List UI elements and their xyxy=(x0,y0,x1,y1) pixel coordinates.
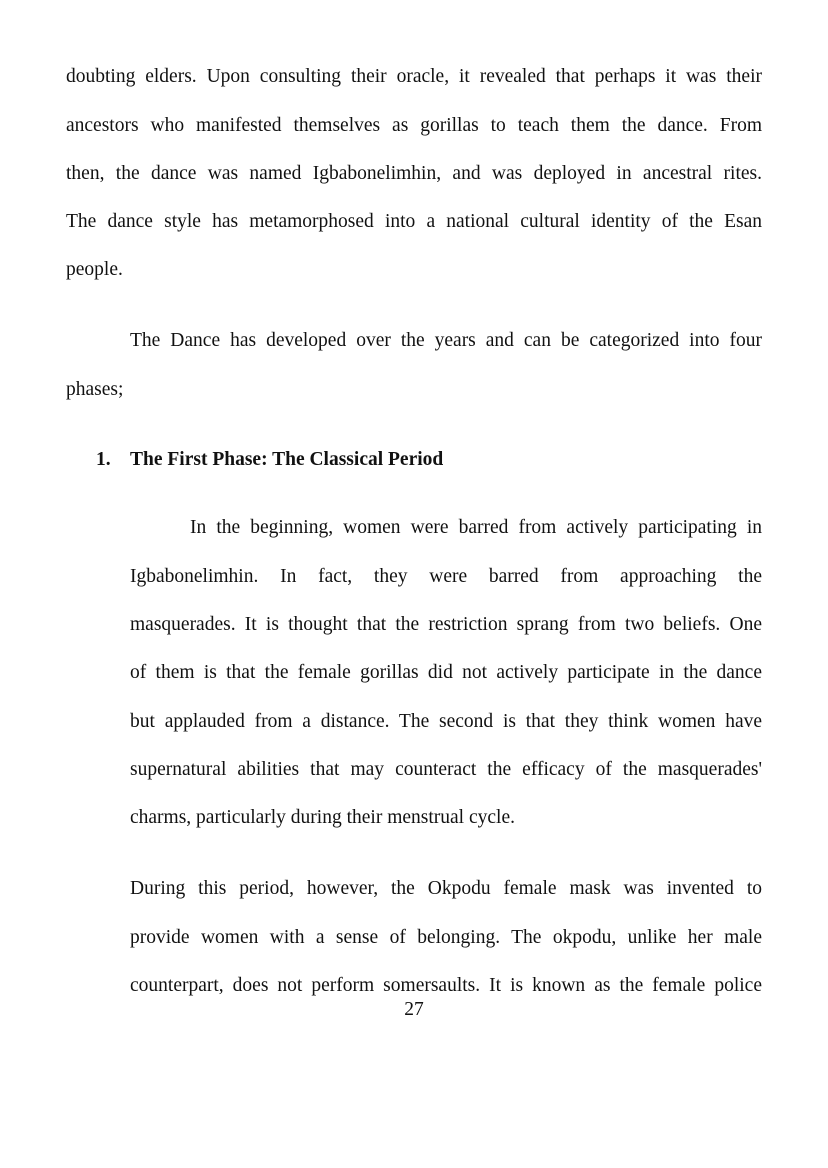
section-number: 1. xyxy=(96,449,111,470)
page-number: 27 xyxy=(404,999,424,1020)
text-line: The dance style has metamorphosed into a national cultural identity of the Esan xyxy=(66,211,762,232)
section-heading xyxy=(96,448,443,472)
text-line: provide women with a sense of belonging. The okpodu, unlike her male xyxy=(130,927,762,948)
text-line: supernatural abilities that may counteract the efficacy of the masquerades' xyxy=(130,759,762,780)
text-line: masquerades. It is thought that the restriction sprang from two beliefs. One xyxy=(130,614,762,635)
text-line: ancestors who manifested themselves as gorillas to teach them the dance. From xyxy=(66,115,762,136)
text-line: doubting elders. Upon consulting their oracle, it revealed that perhaps it was their xyxy=(66,66,762,87)
section-title: The First Phase: The Classical Period xyxy=(130,449,444,470)
text-line: then, the dance was named Igbabonelimhin, and was deployed in ancestral rites. xyxy=(66,163,762,184)
text-line: but applauded from a distance. The second is that they think women have xyxy=(130,711,762,732)
text-line: phases; xyxy=(66,379,124,400)
text-line: During this period, however, the Okpodu female mask was invented to xyxy=(130,878,762,899)
text-line: people. xyxy=(66,259,123,280)
text-line: counterpart, does not perform somersaults. It is known as the female police xyxy=(130,975,762,996)
text-line: The Dance has developed over the years and can be categorized into four xyxy=(130,330,762,351)
text-line: In the beginning, women were barred from actively participating in xyxy=(190,517,762,538)
text-line: charms, particularly during their menstrual cycle. xyxy=(130,807,515,828)
text-line: Igbabonelimhin. In fact, they were barred from approaching the xyxy=(130,566,762,587)
text-line: of them is that the female gorillas did not actively participate in the dance xyxy=(130,662,762,683)
